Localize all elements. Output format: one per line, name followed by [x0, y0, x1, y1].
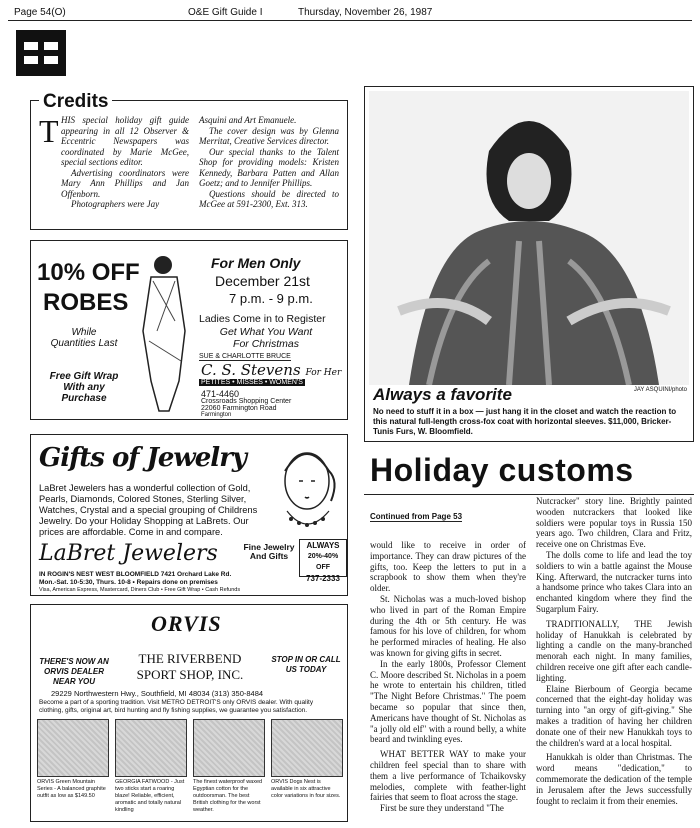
article-paragraph: would like to receive in order of importance. They can draw pictures of the gifts, too. Keep the letters to put in a scrapbook to show them when they're older.: [370, 540, 526, 594]
store-name: [201, 361, 341, 379]
issue-date: Thursday, November 26, 1987: [298, 7, 433, 18]
robes-headline-1: 10% OFF: [37, 259, 140, 286]
credits-text: The cover design was by Glenna Merritat, Creative Services director.: [199, 125, 339, 146]
owners: SUE & CHARLOTTE BRUCE: [199, 353, 291, 360]
credits-text: HIS special holiday gift guide appearing in all 12 Observer & Eccentric Newspapers was coordinated by Marie McGee, special sections editor.: [61, 115, 189, 167]
article-paragraph: Hanukkah is older than Christmas. The word means "dedication," to commemorate the dedication of the temple in Jerusalem after the Jews successfully fought to reclaim it from their enemies.: [536, 752, 692, 806]
product-caption: ORVIS Dogs Nest is available in six attractive color variations in four sizes.: [271, 779, 341, 799]
men-only-heading: For Men Only: [211, 255, 301, 271]
article-col-2: [536, 496, 692, 806]
robes-headline-2: ROBES: [43, 289, 129, 316]
rod-photo: [37, 719, 109, 777]
store-name-text: C. S. Stevens: [201, 361, 301, 379]
article-paragraph: Nutcracker" story line. Brightly painted wooden nutcrackers that looked like soldiers were popular toys in Russia 150 years ago. Two children, Clara and Fritz, receive one on Christmas Eve.: [536, 496, 692, 550]
jacket-photo: [193, 719, 265, 777]
register-text: Ladies Come in to Register: [199, 313, 326, 325]
credits-col-2: [199, 115, 339, 210]
article-paragraph: The dolls come to life and lead the toy soldiers to win a battle against the Mouse King. Afterward, the nutcracker turns into a handsome prince who takes Clara into an enchanted kingdom where they find the Sugarplum Fairy.: [536, 549, 692, 614]
robe-illustration: [129, 251, 199, 416]
photo-headline: Always a favorite: [373, 385, 512, 404]
orvis-address: 29229 Northwestern Hwy., Southfield, MI 48034 (313) 350-8484: [51, 689, 264, 698]
article-paragraph: WHAT BETTER WAY to make your children feel special than to share with them a live performance of Tchaikovsky melodies, complete with feather-light fairies that seem to float across the stage.: [370, 749, 526, 803]
robes-free: Free Gift Wrap With any Purchase: [49, 371, 119, 404]
jewelry-ad: [30, 434, 348, 596]
photo-feature: [364, 86, 694, 442]
jewelry-body: LaBret Jewelers has a wonderful collection of Gold, Pearls, Diamonds, Colored Stones, Sterling Silver, Watches, Crystal and a special grouping of Childrens Jewelry. Do your Holiday Shopping at LaBrets. Our prices are affordable. Come in and compare.: [39, 483, 258, 537]
credits-text: Advertising coordinators were Mary Ann Phillips and Jan Offenborn.: [61, 167, 189, 199]
jeweler-name: LaBret Jewelers: [39, 541, 218, 566]
section-name: O&E Gift Guide I: [188, 7, 263, 18]
orvis-store-name-1: THE RIVERBEND: [138, 651, 242, 666]
orvis-right-slogan: STOP IN OR CALL US TODAY: [271, 655, 341, 674]
credits-text: Asquini and Art Emanuele.: [199, 115, 297, 125]
jeweler-phone: 737-2333: [306, 574, 340, 583]
discount-text: 20%-40% OFF: [307, 553, 339, 571]
product-caption: The finest waterproof waxed Egyptian cotton for the outdoorsman. The best British clothing for the worst weather.: [193, 779, 263, 813]
orvis-product: [193, 719, 265, 814]
continued-from: Continued from Page 53: [370, 512, 463, 521]
fur-coat-photo: [369, 91, 689, 385]
page-number: Page 54(O): [14, 7, 66, 18]
event-date: December 21st: [215, 273, 310, 289]
credits-text: Photographers were Jay: [71, 199, 160, 209]
jeweler-hours: Mon.-Sat. 10-5:30, Thurs. 10-8 • Repairs done on premises: [39, 579, 218, 586]
article-col-1: [370, 540, 526, 814]
jewelry-title: Gifts of Jewelry: [39, 443, 246, 473]
robes-ad: [30, 240, 348, 420]
gift-box-icon: [16, 30, 66, 76]
page-header: [8, 6, 692, 21]
discount-box: [299, 539, 347, 583]
get-text: Get What You Want For Christmas: [219, 326, 313, 350]
store-address-2: 22060 Farmington Road: [201, 405, 277, 412]
photo-caption: No need to stuff it in a box — just hang it in the closet and watch the reaction to this natural full-length cross-fox coat with horizontal sleeves. $11,000, Bricker-Tunis Furs, W. Bloomfield.: [373, 407, 677, 436]
credits-title: Credits: [39, 91, 112, 113]
orvis-ad: [30, 604, 348, 822]
article-paragraph: First be sure they understand "The: [380, 803, 504, 814]
credits-text: Our special thanks to the Talent Shop for providing models: Kristen Kennedy, Barbara Patten and Allan Goetz; and to Jennifer Phillips.: [199, 146, 339, 188]
fatwood-photo: [115, 719, 187, 777]
event-time: 7 p.m. - 9 p.m.: [229, 291, 313, 306]
article-divider: [364, 494, 694, 495]
credits-dropcap: T: [39, 113, 59, 149]
woman-portrait: [269, 441, 343, 537]
always-text: ALWAYS: [306, 541, 340, 550]
store-address-1: Crossroads Shopping Center: [201, 398, 292, 405]
sizes: PETITES • MISSES • WOMEN'S: [201, 379, 303, 386]
dog-bed-photo: [271, 719, 343, 777]
robes-while: While Quantities Last: [50, 327, 118, 349]
product-caption: GEORGIA FATWOOD - Just two sticks start a roaring blaze! Reliable, efficient, aromatic and totally natural kindling: [115, 779, 185, 813]
orvis-store-name-2: SPORT SHOP, INC.: [136, 667, 244, 682]
article-paragraph: Elaine Bierboum of Georgia became concerned that the eight-day holiday was turning into "an orgy of gift-giving." She makes a tradition of having her children donate one of their new Hanukkah toys to the children's ward at a local hospital.: [536, 683, 692, 748]
credits-box: [30, 91, 348, 230]
jeweler-location: IN ROGIN'S NEST WEST BLOOMFIELD 7421 Orchard Lake Rd.: [39, 571, 232, 578]
credits-col-1: [61, 115, 189, 210]
orvis-product: [271, 719, 343, 800]
article-title: Holiday customs: [370, 452, 634, 488]
jeweler-cards: Visa, American Express, Mastercard, Diners Club • Free Gift Wrap • Cash Refunds: [39, 587, 241, 593]
jeweler-fine: Fine Jewelry And Gifts: [243, 542, 295, 561]
article-paragraph: In the early 1800s, Professor Clement C. Moore described St. Nicholas in a poem he wrote to entertain his children, titled "The Night Before Christmas." The poem became so popular that since then, Americans have thought of St. Nicholas as "a jolly old elf" with a round belly, a white beard and twinkling eyes.: [370, 658, 526, 745]
orvis-product: [115, 719, 187, 814]
orvis-left-slogan: THERE'S NOW AN ORVIS DEALER NEAR YOU: [39, 657, 109, 686]
store-address-3: Farmington: [201, 412, 232, 418]
article-paragraph: St. Nicholas was a much-loved bishop who lived in part of the Roman Empire during the 4th or 5th century. He was famous for his love of children, for whom he performed miracles of healing. He also was known for giving gifts in secret.: [370, 593, 526, 658]
product-caption: ORVIS Green Mountain Series - A balanced graphite outfit as low as $149.50: [37, 779, 106, 799]
article-paragraph: TRADITIONALLY, THE Jewish holiday of Hanukkah is celebrated by lighting a candle on the many-branched menorah each night. In many families, children receive one gift after each candle-lighting.: [536, 618, 692, 683]
orvis-description: Become a part of a sporting tradition. Visit METRO DETROIT'S only ORVIS dealer. With quality clothing, gifts, original art, bird hunting and fly fishing supplies, we guarantee you satisfaction.: [39, 699, 314, 714]
for-her-text: For Her: [305, 368, 342, 378]
photo-credit: JAY ASQUINI/photo: [633, 387, 687, 393]
orvis-product: [37, 719, 109, 800]
store-phone: 471-4460: [201, 389, 240, 399]
orvis-logo: ORVIS: [151, 611, 222, 636]
credits-text: Questions should be directed to McGee at 591-2300, Ext. 313.: [199, 188, 339, 209]
